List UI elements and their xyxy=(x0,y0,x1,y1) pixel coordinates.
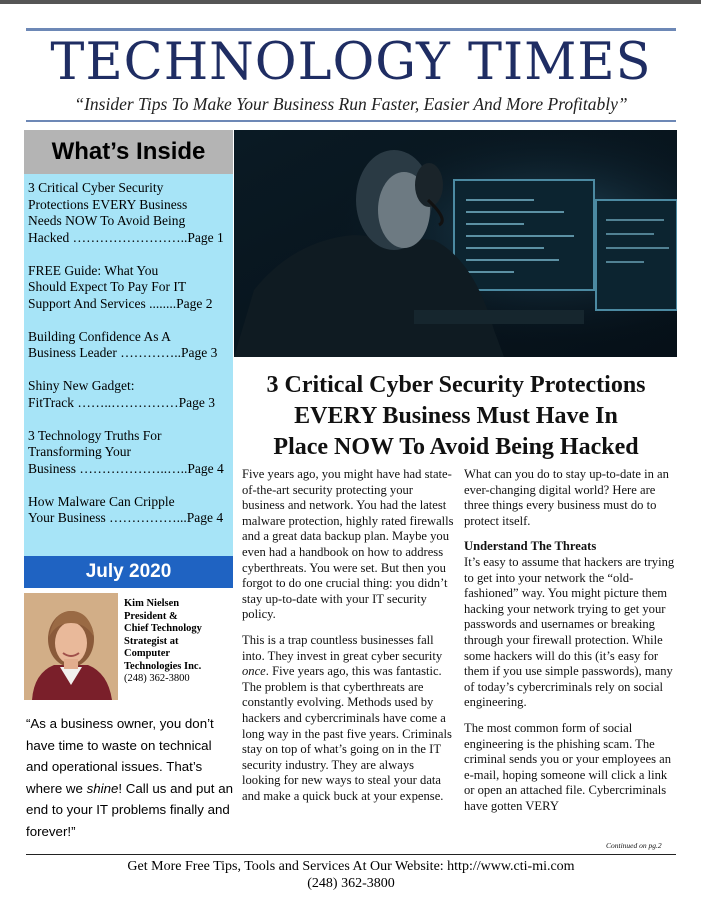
hacker-hero-image xyxy=(234,130,677,357)
author-bio xyxy=(124,598,234,686)
author-company-line: Technologies Inc. xyxy=(124,660,202,672)
table-of-contents xyxy=(24,174,233,527)
quote-text: “As a business owner, you don’t have time to waste on technical and operational issues. That’s where we xyxy=(26,716,214,796)
toc-item-cyber-security[interactable] xyxy=(28,180,229,246)
subheading-understand-threats: Understand The Threats xyxy=(464,539,597,554)
toc-line: Should Expect To Pay For IT xyxy=(28,279,187,294)
article-paragraph: Five years ago, you might have had state-of-the-art security protecting your business and network. You had the latest malware protection, highly rated firewalls and a great data backup plan. Maybe you even had a handbook on how to address cyberthreats. You were set. But then you forgot to do one crucial thing: you didn’t stay up-to-date with your IT security policy. xyxy=(242,467,454,622)
toc-line: Hacked ……………………..Page 1 xyxy=(28,229,224,245)
author-photo xyxy=(24,593,118,700)
headline-line: Place NOW To Avoid Being Hacked xyxy=(273,434,639,460)
toc-line: Protections EVERY Business xyxy=(28,196,188,212)
toc-line: Support And Services ........Page 2 xyxy=(28,295,213,311)
toc-line: 3 Critical Cyber Security xyxy=(28,180,164,195)
footer xyxy=(26,858,676,892)
whats-inside-heading: What’s Inside xyxy=(24,130,233,174)
toc-line: Building Confidence As A xyxy=(28,328,171,344)
article-column-2 xyxy=(464,467,676,824)
issue-month-banner: July 2020 xyxy=(24,556,233,588)
headline-line: 3 Critical Cyber Security Protections xyxy=(266,372,646,398)
quote-emphasis: shine xyxy=(86,780,119,796)
masthead-tagline: “Insider Tips To Make Your Business Run Faster, Easier And More Profitably” xyxy=(74,94,628,114)
author-name: Kim Nielsen xyxy=(124,598,180,609)
toc-item-technology-truths[interactable] xyxy=(28,428,229,478)
paragraph-emphasis: once xyxy=(242,664,266,679)
article-paragraph: The most common form of social engineering is the phishing scam. The criminal sends you or your employees an e-mail, hoping someone will click a link or open an attached file. Cybercriminals have gotten VERY xyxy=(464,720,672,813)
article-column-1 xyxy=(242,467,454,814)
toc-line: Transforming Your xyxy=(28,444,132,459)
paragraph-text: . Five years ago, this was fantastic. The problem is that cyberthreats are constantly evolving. Methods used by hackers and cybercriminals have come a long way in the past five years. Criminals stay on top of what’s going on in the IT security industry. They are always looking for new ways to steal your data and make a quick buck at your expense. xyxy=(242,664,452,803)
masthead-bottom-rule xyxy=(26,120,676,122)
toc-line: Business ………………..…..Page 4 xyxy=(28,460,224,476)
masthead-title: TECHNOLOGY TIMES xyxy=(50,33,652,92)
toc-line: FREE Guide: What You xyxy=(28,262,159,278)
top-border xyxy=(0,0,701,4)
whats-inside-sidebar xyxy=(24,130,233,556)
toc-line: Shiny New Gadget: xyxy=(28,378,135,393)
author-title-line: Strategist at xyxy=(124,635,179,647)
toc-item-malware[interactable] xyxy=(28,494,229,527)
article-headline xyxy=(236,370,676,463)
toc-line: Your Business ……………...Page 4 xyxy=(28,510,224,525)
toc-line: 3 Technology Truths For xyxy=(28,427,162,443)
author-company-line: Computer xyxy=(124,648,171,659)
toc-line: Business Leader …………..Page 3 xyxy=(28,345,218,360)
author-portrait-image xyxy=(24,593,118,700)
footer-website-line[interactable]: Get More Free Tips, Tools and Services At Our Website: http://www.cti-mi.com xyxy=(127,859,575,874)
continued-note[interactable]: Continued on pg.2 xyxy=(606,841,662,850)
hacker-illustration xyxy=(234,130,677,357)
footer-phone: (248) 362-3800 xyxy=(307,876,395,891)
author-title-line: President & xyxy=(124,610,178,622)
toc-item-free-guide[interactable] xyxy=(28,263,229,313)
masthead-top-rule xyxy=(26,28,676,31)
owner-quote xyxy=(26,713,234,842)
footer-rule xyxy=(26,854,676,855)
paragraph-text: This is a trap countless businesses fall into. They invest in great cyber security xyxy=(242,632,443,663)
author-title-line: Chief Technology xyxy=(124,623,202,634)
paragraph-text: It’s easy to assume that hackers are trying to get into your network the “old-fashioned” way. You might picture them hacking your network trying to get your passwords and usernames or breaking through your firewall protection. While some hackers will do this (it’s easy for them if you use simple passwords), many of today’s cybercriminals rely on social engineering. xyxy=(464,554,675,710)
toc-line: How Malware Can Cripple xyxy=(28,493,175,509)
author-phone: (248) 362-3800 xyxy=(124,673,190,684)
toc-line: FitTrack ……..……………Page 3 xyxy=(28,394,216,410)
article-paragraph: What can you do to stay up-to-date in an ever-changing digital world? Here are three things every business must do to protect itself. xyxy=(464,467,669,528)
quote-text: ! Call us and put an end to your IT problems finally and forever!” xyxy=(26,780,233,839)
article-paragraph xyxy=(242,633,454,805)
toc-line: Needs NOW To Avoid Being xyxy=(28,213,186,228)
article-paragraph xyxy=(464,539,676,711)
headline-line: EVERY Business Must Have In xyxy=(294,403,618,429)
toc-item-building-confidence[interactable] xyxy=(28,329,229,362)
toc-item-shiny-new-gadget[interactable] xyxy=(28,378,229,411)
